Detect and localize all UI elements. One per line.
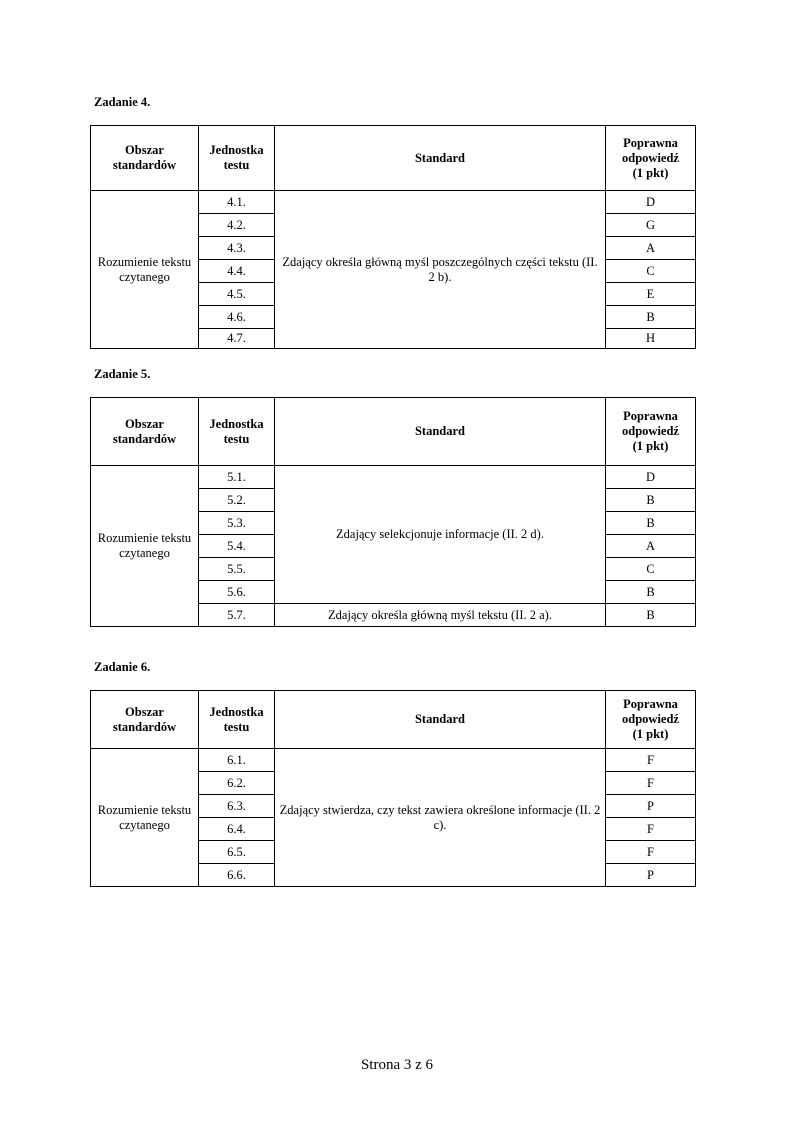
header-unit: Jednostka testu bbox=[199, 398, 275, 466]
answer-cell: B bbox=[606, 306, 696, 329]
task-5-title: Zadanie 5. bbox=[94, 367, 151, 381]
table-row bbox=[91, 466, 696, 489]
unit-cell: 5.7. bbox=[199, 604, 275, 627]
header-standard: Standard bbox=[275, 398, 606, 466]
answer-cell: F bbox=[606, 818, 696, 841]
table-row bbox=[91, 749, 696, 772]
task-6-title: Zadanie 6. bbox=[94, 660, 151, 674]
unit-cell: 5.1. bbox=[199, 466, 275, 489]
unit-cell: 6.5. bbox=[199, 841, 275, 864]
unit-cell: 5.4. bbox=[199, 535, 275, 558]
table-header-row bbox=[91, 691, 696, 749]
header-area: Obszar standardów bbox=[91, 398, 199, 466]
task-4-title: Zadanie 4. bbox=[94, 95, 151, 109]
header-area: Obszar standardów bbox=[91, 691, 199, 749]
area-cell: Rozumienie tekstu czytanego bbox=[91, 466, 199, 627]
unit-cell: 4.6. bbox=[199, 306, 275, 329]
unit-cell: 6.4. bbox=[199, 818, 275, 841]
unit-cell: 4.1. bbox=[199, 191, 275, 214]
standard-cell: Zdający określa główną myśl tekstu (II. 2 a). bbox=[275, 604, 606, 627]
unit-cell: 4.7. bbox=[199, 329, 275, 349]
unit-cell: 4.3. bbox=[199, 237, 275, 260]
header-answer: Poprawna odpowiedź (1 pkt) bbox=[606, 126, 696, 191]
header-answer: Poprawna odpowiedź (1 pkt) bbox=[606, 398, 696, 466]
answer-cell: C bbox=[606, 260, 696, 283]
unit-cell: 6.6. bbox=[199, 864, 275, 887]
unit-cell: 4.2. bbox=[199, 214, 275, 237]
area-cell: Rozumienie tekstu czytanego bbox=[91, 749, 199, 887]
unit-cell: 5.6. bbox=[199, 581, 275, 604]
table-header-row bbox=[91, 398, 696, 466]
unit-cell: 6.3. bbox=[199, 795, 275, 818]
answer-cell: H bbox=[606, 329, 696, 349]
answer-cell: D bbox=[606, 466, 696, 489]
unit-cell: 6.1. bbox=[199, 749, 275, 772]
answer-cell: D bbox=[606, 191, 696, 214]
answer-cell: P bbox=[606, 864, 696, 887]
header-area: Obszar standardów bbox=[91, 126, 199, 191]
answer-cell: A bbox=[606, 237, 696, 260]
task-5-table bbox=[90, 397, 696, 627]
header-unit: Jednostka testu bbox=[199, 126, 275, 191]
header-standard: Standard bbox=[275, 691, 606, 749]
answer-cell: B bbox=[606, 512, 696, 535]
table-row bbox=[91, 191, 696, 214]
unit-cell: 6.2. bbox=[199, 772, 275, 795]
task-6-table bbox=[90, 690, 696, 887]
standard-cell: Zdający selekcjonuje informacje (II. 2 d). bbox=[275, 466, 606, 604]
header-answer: Poprawna odpowiedź (1 pkt) bbox=[606, 691, 696, 749]
standard-cell: Zdający stwierdza, czy tekst zawiera określone informacje (II. 2 c). bbox=[275, 749, 606, 887]
unit-cell: 5.2. bbox=[199, 489, 275, 512]
table-header-row bbox=[91, 126, 696, 191]
unit-cell: 5.5. bbox=[199, 558, 275, 581]
answer-cell: F bbox=[606, 749, 696, 772]
unit-cell: 5.3. bbox=[199, 512, 275, 535]
standard-cell: Zdający określa główną myśl poszczególnych części tekstu (II. 2 b). bbox=[275, 191, 606, 349]
task-4-table bbox=[90, 125, 696, 349]
answer-cell: C bbox=[606, 558, 696, 581]
answer-cell: B bbox=[606, 581, 696, 604]
answer-cell: E bbox=[606, 283, 696, 306]
header-unit: Jednostka testu bbox=[199, 691, 275, 749]
answer-cell: A bbox=[606, 535, 696, 558]
answer-cell: B bbox=[606, 604, 696, 627]
unit-cell: 4.4. bbox=[199, 260, 275, 283]
unit-cell: 4.5. bbox=[199, 283, 275, 306]
answer-cell: P bbox=[606, 795, 696, 818]
header-standard: Standard bbox=[275, 126, 606, 191]
answer-cell: F bbox=[606, 841, 696, 864]
answer-cell: F bbox=[606, 772, 696, 795]
area-cell: Rozumienie tekstu czytanego bbox=[91, 191, 199, 349]
page-number: Strona 3 z 6 bbox=[360, 1057, 434, 1073]
answer-cell: B bbox=[606, 489, 696, 512]
answer-cell: G bbox=[606, 214, 696, 237]
